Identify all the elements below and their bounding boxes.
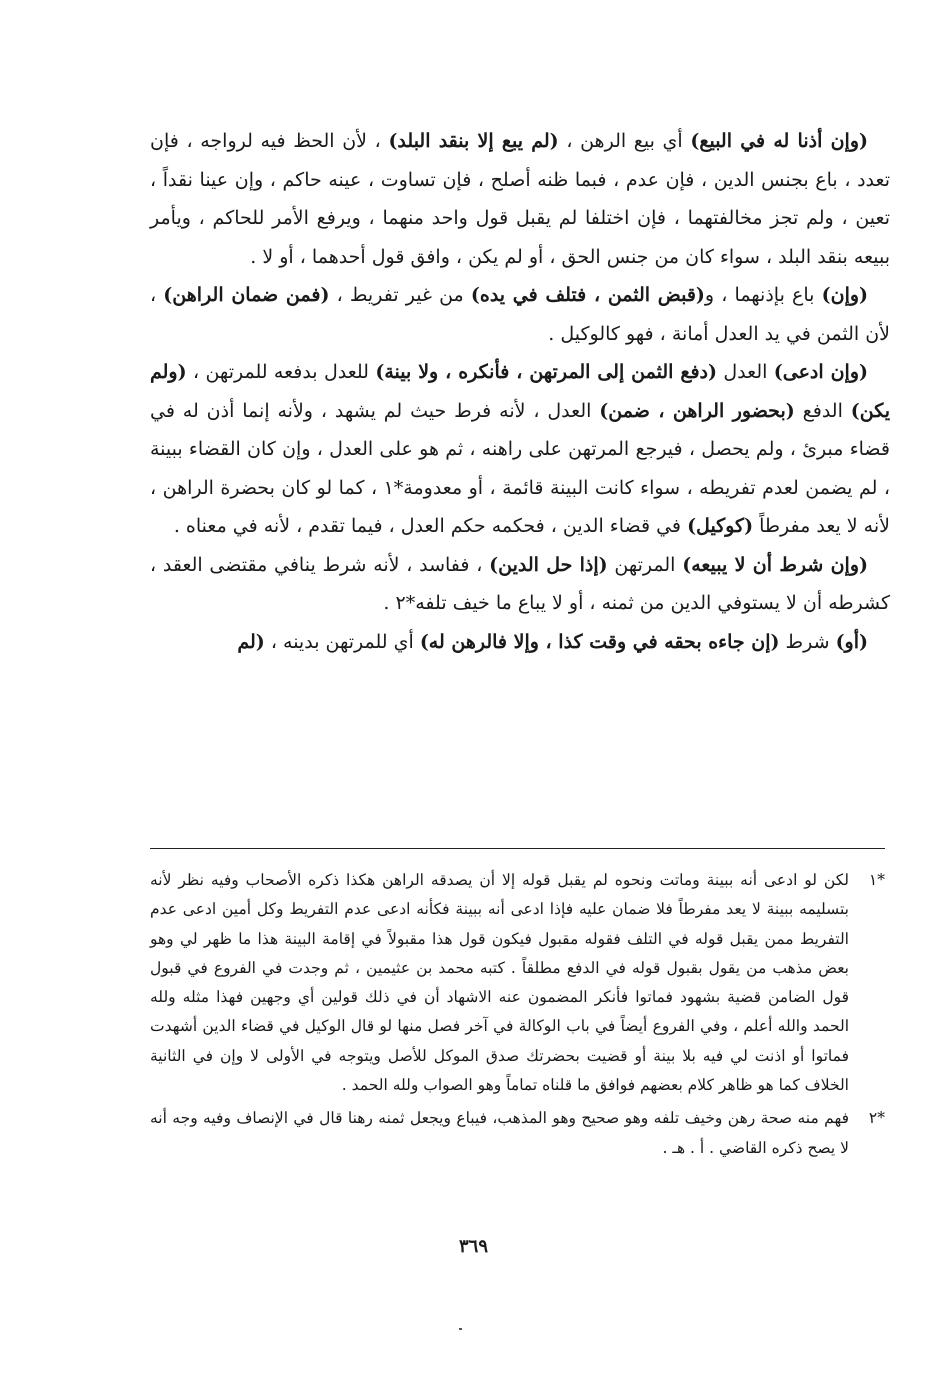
sharh-text: من غير تفريط ، [329, 284, 471, 306]
paragraph [150, 122, 890, 276]
sharh-text: العدل [717, 361, 774, 383]
bold-matn-text: (قبض الثمن ، فتلف في يده) [470, 284, 705, 306]
bold-matn-text: (وإن ادعى) [773, 361, 869, 383]
sharh-text: الدفع [794, 399, 851, 422]
main-text [150, 122, 890, 661]
footnote-divider [150, 848, 885, 849]
sharh-text: ، لأن الحظ فيه لرواجه ، فإن تعدد ، باع بجنس الدين ، فإن عدم ، فبما ظنه أصلح ، فإن تساوت ، عينه حاكم ، وإن عينا نقداً ، تعين ، ولم تجز مخالفتهما ، فإن اختلفا لم يقبل قول واحد منهما ، ويرفع الأمر للحاكم ، ويأمر ببيعه بنقد البلد ، سواء كان من جنس الحق ، أو لم يكن ، وافق قول أحدهما ، أو لا . [150, 130, 890, 268]
bold-matn-text: (بحضور الراهن ، ضمن) [599, 399, 795, 422]
bold-matn-text: (كوكيل) [687, 515, 754, 537]
page-body [150, 122, 890, 661]
footnotes [150, 866, 885, 1167]
bold-matn-text: (وإن أذنا له في البيع) [690, 130, 868, 152]
bold-matn-text: (دفع الثمن إلى المرتهن ، فأنكره ، ولا بينة) [375, 361, 718, 383]
footnote-text: فهم منه صحة رهن وخيف تلفه وهو صحيح وهو المذهب، فيباع ويجعل ثمنه رهنا قال في الإنصاف وفيه وجه أنه لا يصح ذكره القاضي . أ . هـ . [150, 1109, 849, 1157]
sharh-text: العدل ، لأنه فرط حيث لم يشهد ، ولأنه إنما أذن له في قضاء مبرئ ، ولم يحصل ، فيرجع المرتهن على راهنه ، ثم هو على العدل ، وإن كان القضاء ببينة ، لم يضمن لعدم تفريطه ، سواء كانت البينة قائمة ، أو معدومة*١ ، كما لو كان بحضرة الراهن ، لأنه لا يعد مفرطاً [150, 399, 890, 537]
footnote [150, 866, 885, 1100]
sharh-text: المرتهن [607, 553, 683, 576]
bold-matn-text: (إذا حل الدين) [489, 553, 608, 576]
bold-matn-text: (وإن) [821, 284, 869, 306]
sharh-text: في قضاء الدين ، فحكمه حكم العدل ، فيما تقدم ، لأنه في معناه . [173, 515, 688, 537]
bold-matn-text: (وإن شرط أن لا يبيعه) [682, 553, 869, 576]
paragraph [150, 546, 890, 623]
sharh-text: ، لأن الثمن في يد العدل أمانة ، فهو كالوكيل . [150, 284, 890, 345]
footnote-marker: *١ [868, 871, 885, 889]
paragraph [150, 623, 890, 662]
bold-matn-text: (إن جاءه بحقه في وقت كذا ، وإلا فالرهن له) [419, 630, 780, 653]
sharh-text: أي للمرتهن بدينه ، [264, 630, 420, 653]
scan-speck [459, 1328, 462, 1330]
bold-matn-text: (لم [237, 630, 265, 653]
footnote-marker: *٢ [868, 1109, 885, 1128]
sharh-text: للعدل بدفعه للمرتهن ، [186, 361, 376, 383]
sharh-text: شرط [779, 630, 836, 653]
bold-matn-text: (ولم يكن) [150, 361, 890, 422]
sharh-text: أي بيع الرهن ، [558, 130, 691, 152]
paragraph [150, 353, 890, 546]
page-number: ٣٦٩ [458, 1236, 488, 1257]
bold-matn-text: (لم يبع إلا بنقد البلد) [388, 130, 559, 152]
bold-matn-text: (فمن ضمان الراهن) [163, 284, 330, 306]
paragraph [150, 276, 890, 353]
sharh-text: باع بإذنهما ، و [704, 284, 822, 306]
sharh-text: ، ففاسد ، لأنه شرط ينافي مقتضى العقد ، كشرطه أن لا يستوفي الدين من ثمنه ، أو لا يباع ما خيف تلفه*٢ . [150, 553, 890, 614]
bold-matn-text: (أو) [835, 630, 868, 653]
footnote [150, 1104, 885, 1163]
footnote-text: لكن لو ادعى أنه ببينة وماتت ونحوه لم يقبل قوله إلا أن يصدقه الراهن هكذا ذكره الأصحاب وفيه نظر لأنه بتسليمه ببينة لا يعد مفرطاً فلا ضمان عليه فإذا ادعى أنه ببينة فكأنه ادعى عدم التفريط وكل أمين ادعى عدم التفريط ممن يقبل قوله في التلف فقوله مقبول فيكون قول هذا مقبولاً في إقامة البينة هذا ما ظهر لي وهو بعض مذهب من يقول بقبول قوله في الدفع مطلقاً . كتبه محمد بن عثيمين ، ثم وجدت في الفروع في قبول قول الضامن قضية بشهود فماتوا فأنكر المضمون عنه الاشهاد أن في ذلك قولين أي وجهين فهذا مثله ولله الحمد والله أعلم ، وفي الفروع أيضاً في باب الوكالة في آخر فصل منها لو قال الوكيل في قضاء الدين أشهدت فماتوا أو اذنت لي فيه بلا بينة أو قضيت بحضرتك صدق الموكل للأصل ويتوجه في الأولى لا وإن في الثانية الخلاف كما هو ظاهر كلام بعضهم فوافق ما قلناه تماماً وهو الصواب ولله الحمد . [150, 871, 849, 1095]
